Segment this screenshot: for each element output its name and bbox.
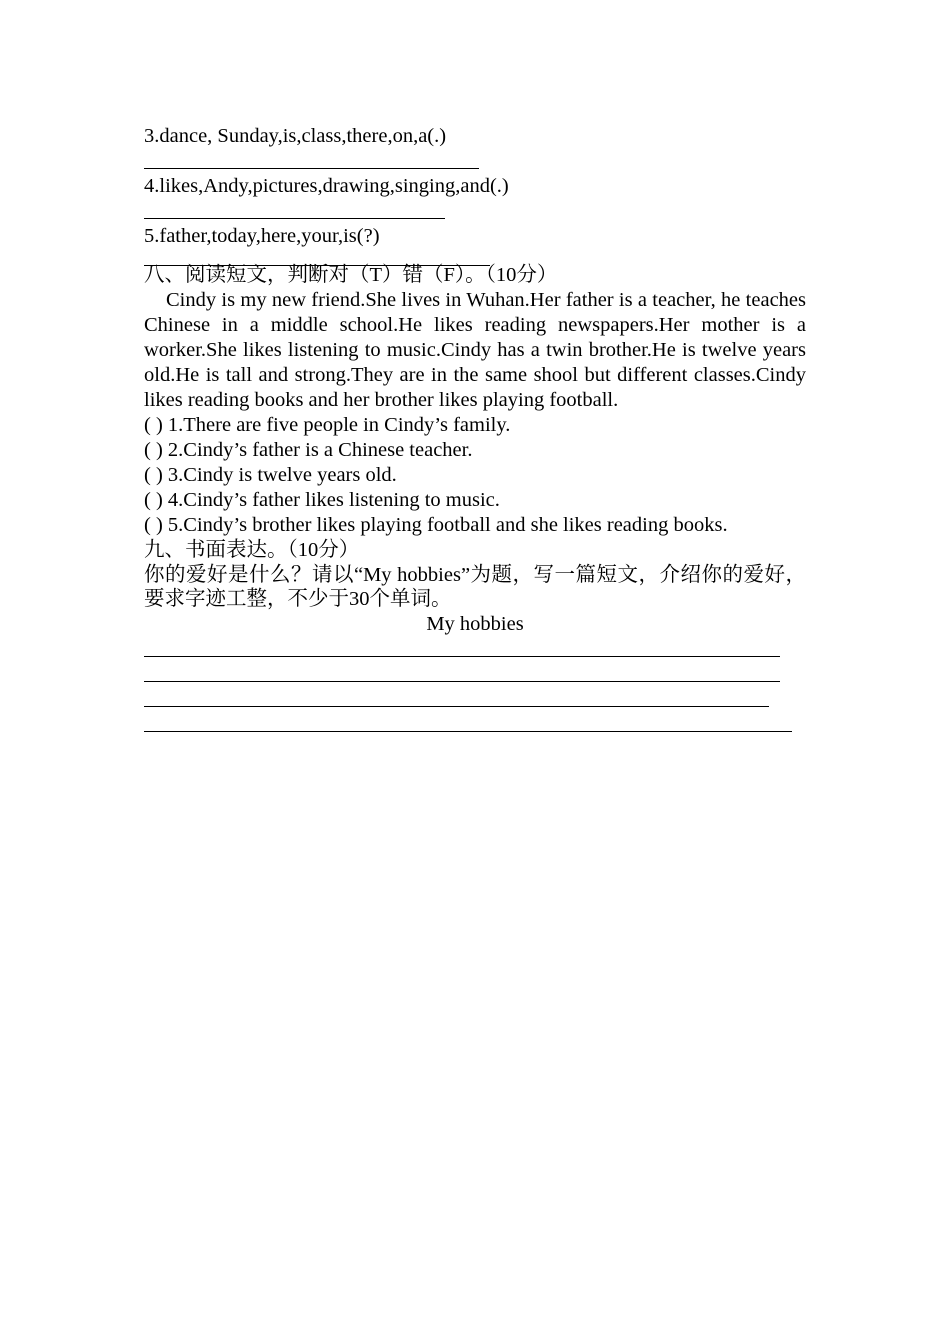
section-9-heading: 九、书面表达。（10分） — [144, 538, 360, 561]
writing-prompt: 你的爱好是什么？请以“My hobbies”为题，写一篇短文，介绍你的爱好，要求字迹工整，不少于30个单词。 — [144, 563, 806, 611]
section-8-heading: 八、阅读短文，判断对（T）错（F）。（10分） — [144, 264, 558, 286]
essay-line-1[interactable] — [144, 637, 806, 662]
reorder-item-3: 3.dance, Sunday,is,class,there,on,a(.) — [144, 125, 447, 147]
answer-line-3[interactable] — [144, 149, 806, 174]
reading-passage: Cindy is my new friend.She lives in Wuhan.Her father is a teacher, he teaches Chinese in a middle school.He likes reading newspapers.Her mother is a worker.She likes listening to music.Cindy has a twin brother.He is twelve years old.He is tall and strong.They are in the same shool but different classes.Cindy likes reading books and her brother likes playing football. — [144, 289, 806, 411]
answer-line-5[interactable] — [144, 249, 806, 266]
essay-title: My hobbies — [426, 613, 524, 636]
tf-question-3: ( ) 3.Cindy is twelve years old. — [144, 463, 397, 486]
worksheet-page — [144, 124, 806, 737]
essay-line-3[interactable] — [144, 687, 806, 712]
answer-line-4[interactable] — [144, 199, 806, 224]
tf-question-1: ( ) 1.There are five people in Cindy’s family. — [144, 413, 511, 436]
tf-question-5: ( ) 5.Cindy’s brother likes playing football and she likes reading books. — [144, 513, 728, 536]
essay-line-2[interactable] — [144, 662, 806, 687]
reorder-item-5: 5.father,today,here,your,is(?) — [144, 225, 380, 247]
reorder-item-4: 4.likes,Andy,pictures,drawing,singing,and(.) — [144, 175, 509, 197]
essay-line-4[interactable] — [144, 712, 806, 737]
tf-question-2: ( ) 2.Cindy’s father is a Chinese teacher. — [144, 438, 473, 461]
tf-question-4: ( ) 4.Cindy’s father likes listening to music. — [144, 488, 500, 511]
